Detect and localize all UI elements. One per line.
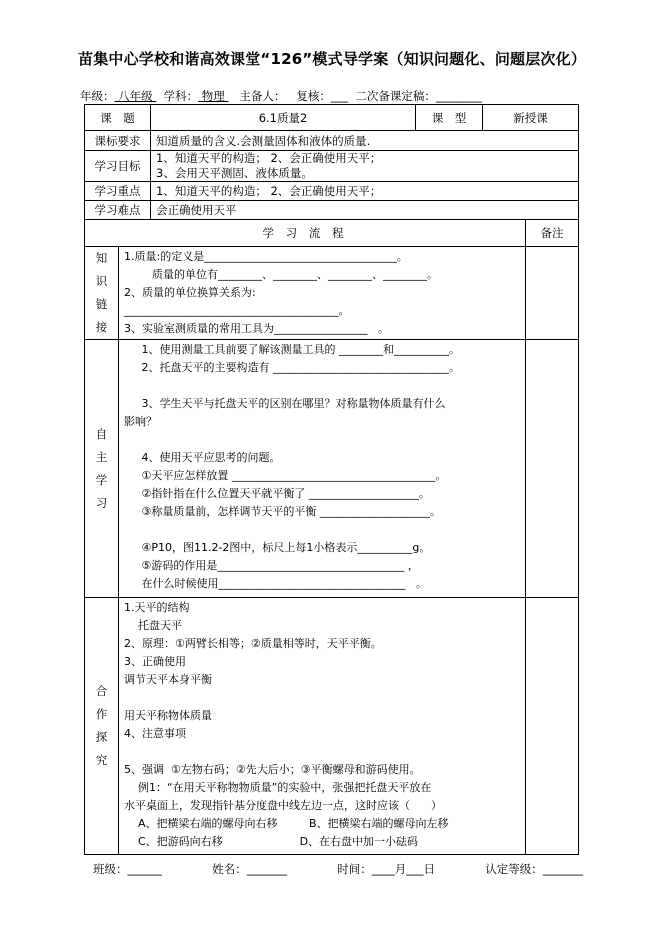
section-content xyxy=(119,340,526,598)
section-line: 质量的单位有________、________、________、________。 xyxy=(124,268,438,281)
reviewer-label: 复核： xyxy=(296,89,331,103)
row-content xyxy=(151,151,579,182)
meta-line xyxy=(80,88,482,104)
type-value: 新授课 xyxy=(483,105,579,131)
footer-grade: 认定等级：_______ xyxy=(485,862,583,876)
flow-header: 学 习 流 程 xyxy=(85,220,526,247)
row-label: 学习难点 xyxy=(85,201,151,220)
topic-value: 6.1质量2 xyxy=(151,105,416,131)
section-label xyxy=(85,340,119,598)
topic-label: 课 题 xyxy=(85,105,151,131)
section-line: 用天平称物体质量 xyxy=(124,709,212,722)
section-label-char: 主 xyxy=(95,449,108,464)
section-label-char: 链 xyxy=(95,297,108,311)
section-line: A、把横梁右端的螺母向右移 B、把横梁右端的螺母向左移 xyxy=(124,817,449,830)
reviewer-value: ___ xyxy=(330,89,349,103)
type-label: 课 型 xyxy=(416,105,483,131)
footer-class: 班级：______ xyxy=(93,862,162,876)
section-line: 1.天平的结构 xyxy=(124,601,190,614)
grade-value: 八年级 xyxy=(114,89,157,103)
notes-cell xyxy=(526,340,579,598)
subject-label: 学科： xyxy=(163,89,199,103)
row-line: 3、会用天平测固、液体质量。 xyxy=(156,166,313,180)
row-line: 1、知道天平的构造； 2、会正确使用天平； xyxy=(156,151,382,165)
section-line: _______________________________________。 xyxy=(124,304,350,317)
section-line: ⑤游码的作用是__________________________________ ， xyxy=(124,559,419,572)
preparer-label: 主备人： xyxy=(239,89,286,103)
section-line: 3、正确使用 xyxy=(124,655,186,668)
section-line: ②指针指在什么位置天平就平衡了 ____________________。 xyxy=(124,487,430,500)
final-value: ________ xyxy=(435,89,482,103)
section-line xyxy=(124,743,520,761)
grade-label: 年级： xyxy=(80,89,115,103)
section-line: 2、托盘天平的主要构造有 ________________________________。 xyxy=(124,361,460,374)
row-content: 会正确使用天平 xyxy=(151,201,579,220)
section-line: 1.质量:的定义是___________________________________。 xyxy=(124,250,408,263)
notes-header: 备注 xyxy=(526,220,579,247)
section-line: 在什么时候使用__________________________________ 。 xyxy=(124,577,427,590)
section-line: 4、使用天平应思考的问题。 xyxy=(124,451,281,464)
section-label-char: 习 xyxy=(95,495,108,510)
section-line: 4、注意事项 xyxy=(124,727,186,740)
section-line: C、把游码向右移 D、在右盘中加一小砝码 xyxy=(124,835,419,848)
row-label: 课标要求 xyxy=(85,131,151,151)
notes-cell xyxy=(526,598,579,855)
section-line: 1、使用测量工具前要了解该测量工具的 ________和__________。 xyxy=(124,343,460,356)
section-label-char: 接 xyxy=(95,320,108,334)
section-line: 调节天平本身平衡 xyxy=(124,673,212,686)
section-line: 2、质量的单位换算关系为: xyxy=(124,286,256,299)
section-label-char: 学 xyxy=(95,472,108,487)
section-line: 水平桌面上，发现指针基分度盘中线左边一点，这时应该（ ） xyxy=(124,799,442,812)
section-line: 影响？ xyxy=(124,415,157,428)
notes-cell xyxy=(526,247,579,340)
footer xyxy=(93,861,583,877)
final-label: 二次备课定稿： xyxy=(355,89,436,103)
section-label-char: 探 xyxy=(95,730,108,744)
section-line xyxy=(124,431,520,449)
row-label: 学习重点 xyxy=(85,182,151,201)
section-content xyxy=(119,247,526,340)
subject-value: 物理 xyxy=(198,89,229,103)
section-line: 5、强调 ①左物右码；②先大后小；③平衡螺母和游码使用。 xyxy=(124,763,421,776)
section-label-char: 究 xyxy=(95,753,108,767)
section-label xyxy=(85,247,119,340)
section-line: 3、学生天平与托盘天平的区别在哪里？对称量物体质量有什么 xyxy=(124,397,446,410)
section-label-char: 作 xyxy=(95,707,108,721)
footer-name: 姓名：_______ xyxy=(212,862,287,876)
section-label-char: 识 xyxy=(95,274,108,288)
footer-time: 时间：____月___日 xyxy=(337,862,435,876)
section-line xyxy=(124,521,520,539)
row-label: 学习目标 xyxy=(85,151,151,182)
section-line: 例1：“在用天平称物物质量”的实验中，张强把托盘天平放在 xyxy=(124,781,432,794)
row-content: 知道质量的含义.会测量固体和液体的质量. xyxy=(151,131,579,151)
page-title: 苗集中心学校和谐高效课堂“126”模式导学案（知识问题化、问题层次化） xyxy=(78,50,587,68)
section-line: 2、原理：①两臂长相等；②质量相等时，天平平衡。 xyxy=(124,637,382,650)
section-line: ①天平应怎样放置 _____________________________________。 xyxy=(124,469,447,482)
section-line: 3、实验室测质量的常用工具为_________________ 。 xyxy=(124,322,389,335)
section-label-char: 自 xyxy=(95,426,108,441)
section-line: ③称量质量前，怎样调节天平的平衡 ____________________。 xyxy=(124,505,441,518)
section-line: 托盘天平 xyxy=(124,619,182,632)
section-label-char: 合 xyxy=(95,684,108,698)
section-label-char: 知 xyxy=(95,251,108,265)
section-line: ④P10，图11.2-2图中，标尺上每1小格表示__________g。 xyxy=(124,541,431,554)
section-line xyxy=(124,377,520,395)
lesson-table xyxy=(84,104,579,855)
row-content: 1、知道天平的构造； 2、会正确使用天平； xyxy=(151,182,579,201)
section-label xyxy=(85,598,119,855)
section-line xyxy=(124,689,520,707)
section-content xyxy=(119,598,526,855)
